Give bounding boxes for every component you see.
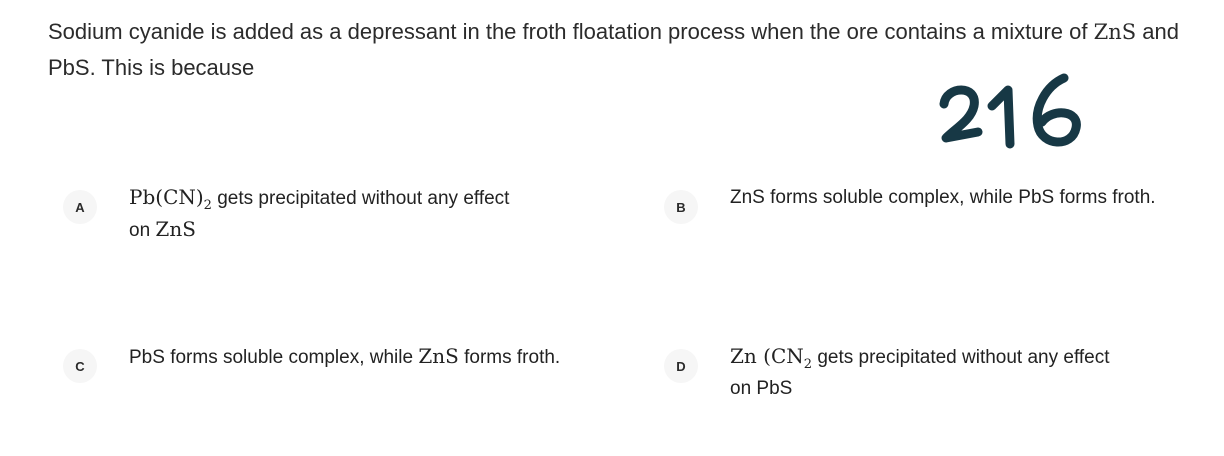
option-c-text-suffix: forms froth. bbox=[464, 347, 561, 368]
option-a-text-line2: on bbox=[129, 220, 151, 241]
question-math-zns: ZnS bbox=[1093, 20, 1137, 44]
option-c-text-prefix: PbS forms soluble complex, while bbox=[129, 347, 414, 368]
option-d-text-mid: gets precipitated without any effect bbox=[817, 347, 1110, 368]
question-part1: Sodium cyanide is added as a depressant in the froth floatation process when the ore contains a mixture of bbox=[48, 19, 1088, 44]
question-part2: and PbS. This is because bbox=[48, 19, 1179, 80]
option-b-letter-badge[interactable]: B bbox=[664, 190, 698, 224]
option-a-letter-badge[interactable]: A bbox=[63, 190, 97, 224]
handwritten-note bbox=[934, 64, 1094, 160]
option-d-letter-badge[interactable]: D bbox=[664, 349, 698, 383]
option-a-formula: $Pb(CN)_2$ bbox=[129, 185, 212, 213]
option-a-formula-zns: ZnS bbox=[155, 217, 196, 241]
option-d-text[interactable] bbox=[730, 341, 1180, 404]
option-c-text[interactable] bbox=[129, 341, 569, 373]
option-d-formula: Zn ($CN_2$ bbox=[730, 344, 813, 372]
option-d-text-line2: on PbS bbox=[730, 378, 793, 399]
option-b-text[interactable]: ZnS forms soluble complex, while PbS forms froth. bbox=[730, 187, 1156, 208]
option-a-text-mid: gets precipitated without any effect bbox=[217, 188, 510, 209]
handwritten-note-drawing bbox=[934, 64, 1094, 160]
option-c-formula-zns: ZnS bbox=[418, 344, 459, 368]
option-a-text[interactable] bbox=[129, 182, 569, 246]
option-c-letter-badge[interactable]: C bbox=[63, 349, 97, 383]
